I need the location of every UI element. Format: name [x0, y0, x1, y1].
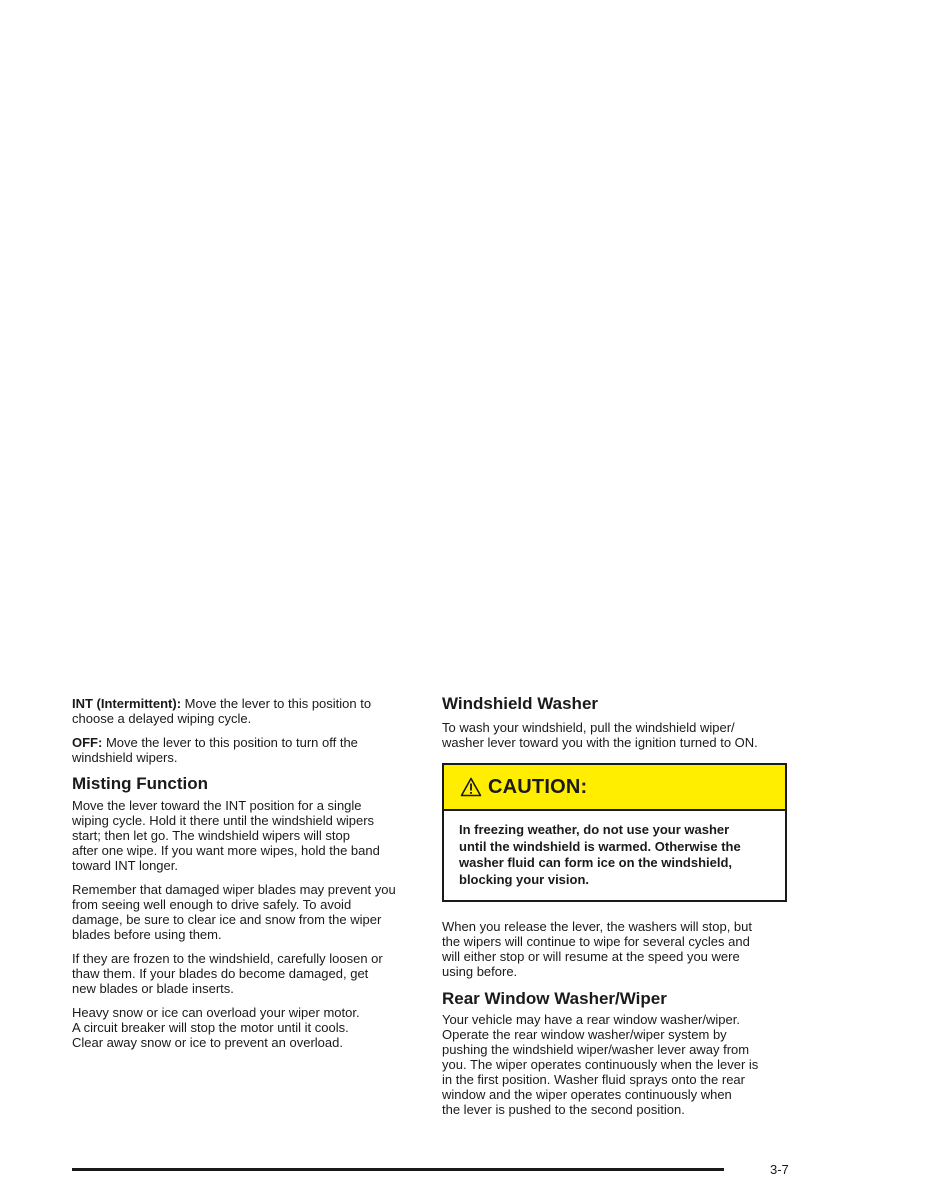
page-number: 3-7: [770, 1162, 789, 1177]
washer-paragraph-2: When you release the lever, the washers will stop, but the wipers will continue to wipe for several cycles and will either stop or will resume at the speed you were using before.: [442, 919, 752, 979]
washer-paragraph-1: To wash your windshield, pull the windshield wiper/ washer lever toward you with the ignition turned to ON.: [442, 720, 758, 750]
windshield-washer-heading: Windshield Washer: [442, 694, 599, 713]
misting-paragraph-3: If they are frozen to the windshield, carefully loosen or thaw them. If your blades do become damaged, get new blades or blade inserts.: [72, 951, 383, 996]
misting-paragraph-2: Remember that damaged wiper blades may prevent you from seeing well enough to drive safely. To avoid damage, be sure to clear ice and snow from the wiper blades before using them.: [72, 882, 396, 942]
caution-title: CAUTION:: [488, 775, 588, 798]
off-text: Move the lever to this position to turn off the windshield wipers.: [72, 735, 358, 765]
int-paragraph: [72, 696, 422, 726]
misting-function-heading: Misting Function: [72, 774, 208, 793]
caution-box: [442, 763, 787, 902]
off-term: OFF:: [72, 735, 103, 750]
off-paragraph: [72, 735, 422, 765]
int-text: Move the lever to this position to choose a delayed wiping cycle.: [72, 696, 372, 726]
int-term: INT (Intermittent):: [72, 696, 182, 711]
caution-body: In freezing weather, do not use your washer until the windshield is warmed. Otherwise the washer fluid can form ice on the windshield, blocking your vision.: [459, 822, 741, 887]
rear-window-washer-wiper-heading: Rear Window Washer/Wiper: [442, 989, 667, 1008]
misting-paragraph-4: Heavy snow or ice can overload your wiper motor. A circuit breaker will stop the motor until it cools. Clear away snow or ice to prevent an overload.: [72, 1005, 360, 1050]
misting-paragraph-1: Move the lever toward the INT position for a single wiping cycle. Hold it there until the windshield wipers start; then let go. The windshield wipers will stop after one wipe. If you want more wipes, hold the band toward INT longer.: [72, 798, 380, 873]
rear-paragraph-1: Your vehicle may have a rear window washer/wiper. Operate the rear window washer/wiper system by pushing the windshield wiper/washer lever away from you. The wiper operates continuously when the lever is in the first position. Washer fluid sprays onto the rear window and the wiper operates continuously when the lever is pushed to the second position.: [442, 1012, 759, 1117]
caution-header: [444, 765, 785, 811]
right-column: [442, 694, 787, 1126]
left-column: [72, 696, 422, 1059]
warning-triangle-icon: [460, 777, 482, 797]
footer-rule: [72, 1168, 724, 1171]
